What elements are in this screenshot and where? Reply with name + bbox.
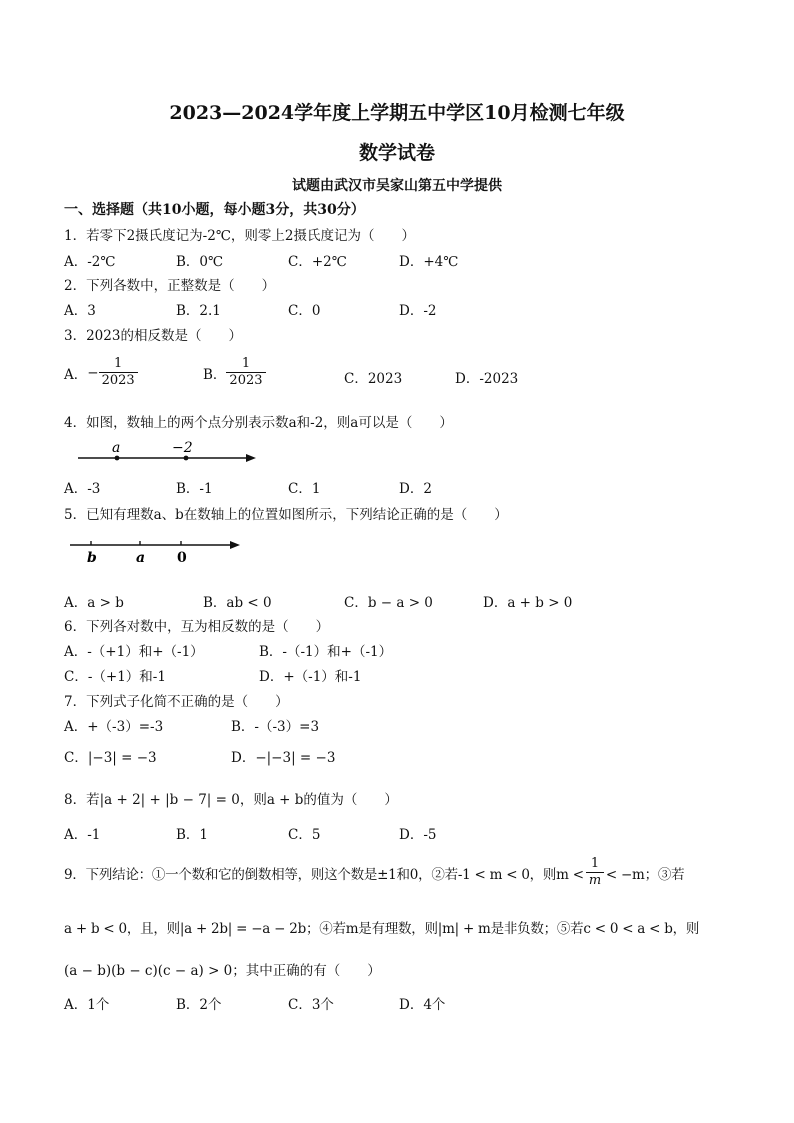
question-7-option-c: C．|−3| = −3 xyxy=(64,750,157,766)
fraction-denominator: 2023 xyxy=(99,372,138,389)
option-a-sign: − xyxy=(87,364,99,381)
question-4-option-d: D．2 xyxy=(399,481,432,497)
question-8-option-d: D．-5 xyxy=(399,827,437,843)
question-7-option-d: D．−|−3| = −3 xyxy=(231,750,336,766)
label-a: a xyxy=(136,550,146,566)
option-b-letter: B． xyxy=(203,366,227,383)
question-1-option-d: D．+4℃ xyxy=(399,254,459,270)
question-1-option-a: A．-2℃ xyxy=(64,254,116,270)
exam-title: 2023—2024学年度上学期五中学区10月检测七年级 xyxy=(169,102,625,124)
question-3-stem: 3．2023的相反数是（ ） xyxy=(64,328,242,344)
question-6-option-a: A．-（+1）和+（-1） xyxy=(64,644,204,660)
question-9-option-a: A．1个 xyxy=(64,997,110,1013)
point-minus-2 xyxy=(184,456,189,461)
question-9-stem-line-2: a + b < 0，且，则|a + 2b| = −a − 2b；④若m是有理数，则|m| + m是非负数；⑤若c < 0 < a < b，则 xyxy=(64,921,700,937)
question-8-option-a: A．-1 xyxy=(64,827,101,843)
question-6-option-b: B．-（-1）和+（-1） xyxy=(259,644,393,660)
exam-subtitle: 数学试卷 xyxy=(358,142,435,164)
option-b-fraction xyxy=(226,356,265,389)
question-3-option-b xyxy=(203,356,266,389)
question-2-option-d: D．-2 xyxy=(399,303,437,319)
label-a: a xyxy=(112,440,121,456)
question-7-option-a: A．+（-3）=-3 xyxy=(64,719,164,735)
question-7-option-b: B．-（-3）=3 xyxy=(231,719,320,735)
question-4-option-b: B．-1 xyxy=(176,481,213,497)
question-5-stem: 5．已知有理数a、b在数轴上的位置如图所示，下列结论正确的是（ ） xyxy=(64,507,508,523)
question-5-option-d: D．a + b > 0 xyxy=(483,595,573,611)
question-9-stem-line-1 xyxy=(64,856,684,889)
question-8-option-b: B．1 xyxy=(176,827,209,843)
number-line-arrow xyxy=(246,454,256,462)
point-a xyxy=(115,456,120,461)
question-6-stem: 6．下列各对数中，互为相反数的是（ ） xyxy=(64,619,330,635)
section-heading: 一、选择题（共10小题，每小题3分，共30分） xyxy=(64,202,365,218)
question-9-text-part-2: < −m；③若 xyxy=(605,866,685,883)
question-6-option-c: C．-（+1）和-1 xyxy=(64,669,166,685)
exam-provider: 试题由武汉市吴家山第五中学提供 xyxy=(292,178,502,194)
fraction-denominator: m xyxy=(586,872,604,889)
question-4-option-c: C．1 xyxy=(288,481,321,497)
question-3-option-d: D．-2023 xyxy=(455,371,519,387)
question-5-option-b: B．ab < 0 xyxy=(203,595,272,611)
question-1-option-c: C．+2℃ xyxy=(288,254,347,270)
question-8-option-c: C．5 xyxy=(288,827,321,843)
question-1-option-b: B．0℃ xyxy=(176,254,224,270)
question-2-option-b: B．2.1 xyxy=(176,303,221,319)
question-4-option-a: A．-3 xyxy=(64,481,101,497)
question-9-stem-line-3: (a − b)(b − c)(c − a) > 0；其中正确的有（ ） xyxy=(64,963,381,979)
question-9-option-d: D．4个 xyxy=(399,997,446,1013)
question-7-stem: 7．下列式子化简不正确的是（ ） xyxy=(64,694,289,710)
fraction-numerator: 1 xyxy=(241,356,251,371)
option-a-letter: A． xyxy=(64,366,88,383)
label-0: 0 xyxy=(177,550,187,566)
question-9-text-part-1: 9．下列结论：①一个数和它的倒数相等，则这个数是±1和0，②若-1 < m < 0，则m < xyxy=(64,866,584,883)
question-3-option-c: C．2023 xyxy=(344,371,403,387)
question-8-stem: 8．若|a + 2| + |b − 7| = 0，则a + b的值为（ ） xyxy=(64,792,398,808)
number-line-arrow xyxy=(230,541,240,549)
question-5-option-a: A．a > b xyxy=(64,595,124,611)
question-5-number-line xyxy=(64,528,254,568)
question-9-option-b: B．2个 xyxy=(176,997,222,1013)
label-minus-2: −2 xyxy=(172,440,193,456)
question-1-stem: 1．若零下2摄氏度记为-2℃，则零上2摄氏度记为（ ） xyxy=(64,228,416,244)
question-2-stem: 2．下列各数中，正整数是（ ） xyxy=(64,278,276,294)
question-2-option-a: A．3 xyxy=(64,303,96,319)
fraction-numerator: 1 xyxy=(590,856,599,871)
question-3-option-a xyxy=(64,356,138,389)
fraction-denominator: 2023 xyxy=(226,372,265,389)
label-b: b xyxy=(87,550,97,566)
fraction-numerator: 1 xyxy=(113,356,123,371)
question-9-fraction xyxy=(586,856,604,889)
option-a-fraction xyxy=(99,356,138,389)
question-4-number-line xyxy=(74,436,264,470)
question-4-stem: 4．如图，数轴上的两个点分别表示数a和-2，则a可以是（ ） xyxy=(64,415,453,431)
question-6-option-d: D．+（-1）和-1 xyxy=(259,669,362,685)
question-5-option-c: C．b − a > 0 xyxy=(344,595,433,611)
question-2-option-c: C．0 xyxy=(288,303,321,319)
question-9-option-c: C．3个 xyxy=(288,997,334,1013)
